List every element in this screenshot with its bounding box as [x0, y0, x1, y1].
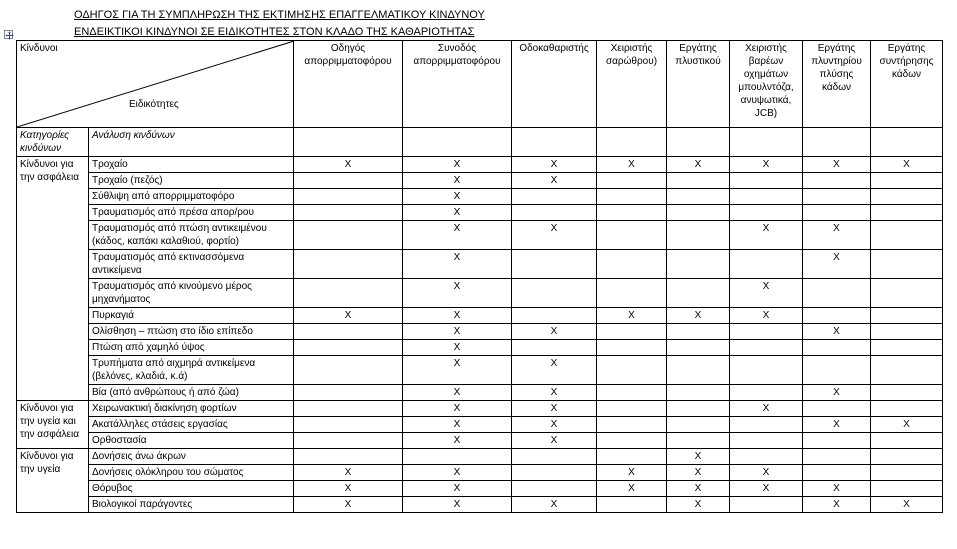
- mark-cell: X: [730, 279, 803, 308]
- mark-cell: X: [294, 465, 403, 481]
- mark-cell: [803, 308, 871, 324]
- mark-cell: [803, 173, 871, 189]
- hazard-cell: Τροχαίο: [89, 157, 294, 173]
- hazard-cell: Δονήσεις ολόκληρου του σώματος: [89, 465, 294, 481]
- mark-cell: [730, 356, 803, 385]
- mark-cell: [667, 340, 730, 356]
- mark-cell: [871, 221, 943, 250]
- mark-cell: [597, 497, 667, 513]
- mark-cell: [512, 465, 597, 481]
- mark-cell: X: [730, 221, 803, 250]
- header-corner-cell: [17, 41, 294, 128]
- document-title: ΟΔΗΓΟΣ ΓΙΑ ΤΗ ΣΥΜΠΛΗΡΩΣΗ ΤΗΣ ΕΚΤΙΜΗΣΗΣ ΕΠΑΓΓΕΛΜΑΤΙΚΟΥ ΚΙΝΔΥΝΟΥ: [74, 9, 485, 21]
- mark-cell: [294, 189, 403, 205]
- column-header: Εργάτης πλυστικού: [667, 41, 730, 128]
- mark-cell: [871, 465, 943, 481]
- mark-cell: X: [803, 497, 871, 513]
- mark-cell: [730, 173, 803, 189]
- mark-cell: [803, 189, 871, 205]
- mark-cell: [597, 205, 667, 221]
- mark-cell: [871, 189, 943, 205]
- mark-cell: [667, 205, 730, 221]
- hazard-cell: Τραυματισμός από εκτινασσόμενα αντικείμενα: [89, 250, 294, 279]
- table-row: [17, 157, 943, 173]
- mark-cell: [730, 497, 803, 513]
- header-row: [17, 41, 943, 128]
- hazard-cell: Τρυπήματα από αιχμηρά αντικείμενα (βελόνες, κλαδιά, κ.ά): [89, 356, 294, 385]
- mark-cell: X: [730, 481, 803, 497]
- empty-cell: [403, 128, 512, 157]
- subheader-row: [17, 128, 943, 157]
- mark-cell: X: [512, 356, 597, 385]
- category-column-label: Κατηγορίες κινδύνων: [17, 128, 89, 157]
- empty-cell: [871, 128, 943, 157]
- mark-cell: [667, 356, 730, 385]
- mark-cell: X: [403, 221, 512, 250]
- mark-cell: [597, 340, 667, 356]
- analysis-column-label: Ανάλυση κινδύνων: [89, 128, 294, 157]
- table-row: [17, 221, 943, 250]
- hazard-cell: Τραυματισμός από πτώση αντικειμένου (κάδος, καπάκι καλαθιού, φορτίο): [89, 221, 294, 250]
- specialties-label: Ειδικότητες: [129, 99, 179, 110]
- mark-cell: X: [803, 385, 871, 401]
- table-row: [17, 417, 943, 433]
- mark-cell: X: [403, 465, 512, 481]
- category-cell: Κίνδυνοι για την υγεία: [17, 449, 89, 513]
- column-header: Εργάτης συντήρησης κάδων: [871, 41, 943, 128]
- hazard-cell: Τραυματισμός από πρέσα απορ/ρου: [89, 205, 294, 221]
- document-subtitle: ΕΝΔΕΙΚΤΙΚΟΙ ΚΙΝΔΥΝΟΙ ΣΕ ΕΙΔΙΚΟΤΗΤΕΣ ΣΤΟΝ ΚΛΑΔΟ ΤΗΣ ΚΑΘΑΡΙΟΤΗΤΑΣ: [74, 26, 475, 38]
- mark-cell: [730, 385, 803, 401]
- mark-cell: X: [403, 481, 512, 497]
- mark-cell: [597, 449, 667, 465]
- mark-cell: [667, 417, 730, 433]
- mark-cell: [871, 250, 943, 279]
- mark-cell: X: [512, 324, 597, 340]
- mark-cell: [871, 449, 943, 465]
- mark-cell: [667, 189, 730, 205]
- table-row: [17, 173, 943, 189]
- empty-cell: [667, 128, 730, 157]
- mark-cell: [803, 205, 871, 221]
- mark-cell: [403, 449, 512, 465]
- hazard-cell: Ακατάλληλες στάσεις εργασίας: [89, 417, 294, 433]
- mark-cell: X: [803, 221, 871, 250]
- mark-cell: X: [871, 157, 943, 173]
- mark-cell: [730, 189, 803, 205]
- table-row: [17, 385, 943, 401]
- hazards-label: Κίνδυνοι: [20, 43, 58, 54]
- mark-cell: X: [512, 401, 597, 417]
- mark-cell: [803, 401, 871, 417]
- mark-cell: [597, 401, 667, 417]
- mark-cell: [512, 308, 597, 324]
- table-row: [17, 308, 943, 324]
- mark-cell: [871, 433, 943, 449]
- mark-cell: [871, 324, 943, 340]
- table-move-handle-icon[interactable]: [4, 30, 13, 39]
- table-row: [17, 279, 943, 308]
- mark-cell: [871, 401, 943, 417]
- mark-cell: X: [403, 173, 512, 189]
- table-row: [17, 250, 943, 279]
- mark-cell: X: [667, 497, 730, 513]
- table-row: [17, 356, 943, 385]
- mark-cell: [597, 385, 667, 401]
- mark-cell: X: [512, 173, 597, 189]
- mark-cell: X: [403, 497, 512, 513]
- category-cell: Κίνδυνοι για την υγεία και την ασφάλεια: [17, 401, 89, 449]
- mark-cell: [803, 465, 871, 481]
- table-row: [17, 189, 943, 205]
- mark-cell: X: [597, 465, 667, 481]
- mark-cell: [871, 356, 943, 385]
- mark-cell: [294, 324, 403, 340]
- mark-cell: X: [294, 497, 403, 513]
- mark-cell: [294, 205, 403, 221]
- mark-cell: X: [730, 157, 803, 173]
- mark-cell: X: [597, 308, 667, 324]
- header-diagonal-line: [17, 41, 294, 127]
- mark-cell: X: [403, 340, 512, 356]
- mark-cell: X: [403, 417, 512, 433]
- mark-cell: X: [294, 481, 403, 497]
- table-row: [17, 481, 943, 497]
- mark-cell: X: [403, 401, 512, 417]
- hazard-cell: Τραυματισμός από κινούμενο μέρος μηχανήματος: [89, 279, 294, 308]
- mark-cell: X: [667, 308, 730, 324]
- mark-cell: X: [512, 417, 597, 433]
- mark-cell: [294, 433, 403, 449]
- mark-cell: X: [403, 157, 512, 173]
- mark-cell: X: [730, 465, 803, 481]
- mark-cell: [730, 433, 803, 449]
- mark-cell: [512, 340, 597, 356]
- mark-cell: X: [871, 417, 943, 433]
- mark-cell: [871, 173, 943, 189]
- mark-cell: [512, 250, 597, 279]
- mark-cell: [667, 385, 730, 401]
- mark-cell: X: [403, 250, 512, 279]
- mark-cell: [597, 173, 667, 189]
- mark-cell: [597, 221, 667, 250]
- mark-cell: [597, 433, 667, 449]
- mark-cell: [294, 340, 403, 356]
- mark-cell: [803, 356, 871, 385]
- mark-cell: [803, 449, 871, 465]
- column-header: Εργάτης πλυντηρίου πλύσης κάδων: [803, 41, 871, 128]
- mark-cell: [294, 356, 403, 385]
- table-row: [17, 205, 943, 221]
- table-body: [17, 157, 943, 513]
- table-row: [17, 340, 943, 356]
- column-header: Συνοδός απορριμματοφόρου: [403, 41, 512, 128]
- mark-cell: X: [667, 157, 730, 173]
- mark-cell: X: [512, 157, 597, 173]
- mark-cell: [730, 340, 803, 356]
- mark-cell: [512, 279, 597, 308]
- table-row: [17, 401, 943, 417]
- hazard-cell: Βία (από ανθρώπους ή από ζώα): [89, 385, 294, 401]
- mark-cell: [294, 221, 403, 250]
- mark-cell: X: [803, 324, 871, 340]
- hazard-table: [16, 40, 943, 513]
- hazard-cell: Χειρωνακτική διακίνηση φορτίων: [89, 401, 294, 417]
- mark-cell: X: [803, 481, 871, 497]
- mark-cell: [294, 401, 403, 417]
- column-header: Οδοκαθαριστής: [512, 41, 597, 128]
- mark-cell: X: [667, 481, 730, 497]
- mark-cell: X: [597, 481, 667, 497]
- mark-cell: X: [512, 433, 597, 449]
- mark-cell: [667, 433, 730, 449]
- mark-cell: [294, 279, 403, 308]
- mark-cell: [871, 481, 943, 497]
- empty-cell: [730, 128, 803, 157]
- mark-cell: [871, 340, 943, 356]
- hazard-cell: Βιολογικοί παράγοντες: [89, 497, 294, 513]
- mark-cell: [730, 324, 803, 340]
- mark-cell: [667, 173, 730, 189]
- mark-cell: [730, 250, 803, 279]
- mark-cell: [871, 279, 943, 308]
- mark-cell: [667, 401, 730, 417]
- mark-cell: [597, 279, 667, 308]
- hazard-cell: Πυρκαγιά: [89, 308, 294, 324]
- mark-cell: X: [871, 497, 943, 513]
- hazard-cell: Δονήσεις άνω άκρων: [89, 449, 294, 465]
- mark-cell: X: [294, 157, 403, 173]
- empty-cell: [294, 128, 403, 157]
- mark-cell: [871, 308, 943, 324]
- hazard-cell: Τροχαίο (πεζός): [89, 173, 294, 189]
- mark-cell: [803, 340, 871, 356]
- mark-cell: [597, 250, 667, 279]
- mark-cell: [512, 449, 597, 465]
- mark-cell: [667, 324, 730, 340]
- mark-cell: X: [667, 465, 730, 481]
- mark-cell: X: [667, 449, 730, 465]
- mark-cell: X: [403, 324, 512, 340]
- mark-cell: X: [403, 385, 512, 401]
- mark-cell: X: [730, 401, 803, 417]
- mark-cell: [597, 324, 667, 340]
- mark-cell: [803, 433, 871, 449]
- mark-cell: [871, 385, 943, 401]
- mark-cell: X: [294, 308, 403, 324]
- mark-cell: [871, 205, 943, 221]
- mark-cell: [730, 449, 803, 465]
- mark-cell: X: [803, 417, 871, 433]
- mark-cell: [294, 385, 403, 401]
- mark-cell: [667, 279, 730, 308]
- mark-cell: [730, 417, 803, 433]
- mark-cell: X: [512, 221, 597, 250]
- mark-cell: X: [403, 205, 512, 221]
- mark-cell: X: [803, 157, 871, 173]
- mark-cell: [294, 250, 403, 279]
- mark-cell: X: [403, 279, 512, 308]
- empty-cell: [803, 128, 871, 157]
- mark-cell: [294, 449, 403, 465]
- mark-cell: [803, 279, 871, 308]
- mark-cell: X: [403, 189, 512, 205]
- mark-cell: X: [403, 433, 512, 449]
- empty-cell: [512, 128, 597, 157]
- column-header: Οδηγός απορριμματοφόρου: [294, 41, 403, 128]
- column-header: Χειριστής σαρώθρου): [597, 41, 667, 128]
- mark-cell: X: [512, 385, 597, 401]
- mark-cell: [294, 417, 403, 433]
- hazard-cell: Ορθοστασία: [89, 433, 294, 449]
- table-row: [17, 449, 943, 465]
- mark-cell: [667, 250, 730, 279]
- mark-cell: X: [730, 308, 803, 324]
- mark-cell: [597, 356, 667, 385]
- table-row: [17, 433, 943, 449]
- empty-cell: [597, 128, 667, 157]
- mark-cell: [597, 417, 667, 433]
- hazard-cell: Θόρυβος: [89, 481, 294, 497]
- table-row: [17, 465, 943, 481]
- mark-cell: X: [403, 356, 512, 385]
- hazard-cell: Πτώση από χαμηλό ύψος: [89, 340, 294, 356]
- mark-cell: X: [403, 308, 512, 324]
- mark-cell: X: [597, 157, 667, 173]
- mark-cell: [730, 205, 803, 221]
- mark-cell: [294, 173, 403, 189]
- mark-cell: X: [803, 250, 871, 279]
- category-cell: Κίνδυνοι για την ασφάλεια: [17, 157, 89, 401]
- mark-cell: [512, 481, 597, 497]
- table-row: [17, 497, 943, 513]
- mark-cell: [512, 189, 597, 205]
- column-header: Χειριστής βαρέων οχημάτων μπουλντόζα, ανυψωτικά, JCB): [730, 41, 803, 128]
- mark-cell: [597, 189, 667, 205]
- hazard-cell: Ολίσθηση – πτώση στο ίδιο επίπεδο: [89, 324, 294, 340]
- table-row: [17, 324, 943, 340]
- mark-cell: [667, 221, 730, 250]
- mark-cell: X: [512, 497, 597, 513]
- mark-cell: [512, 205, 597, 221]
- hazard-cell: Σύθλιψη από απορριμματοφόρο: [89, 189, 294, 205]
